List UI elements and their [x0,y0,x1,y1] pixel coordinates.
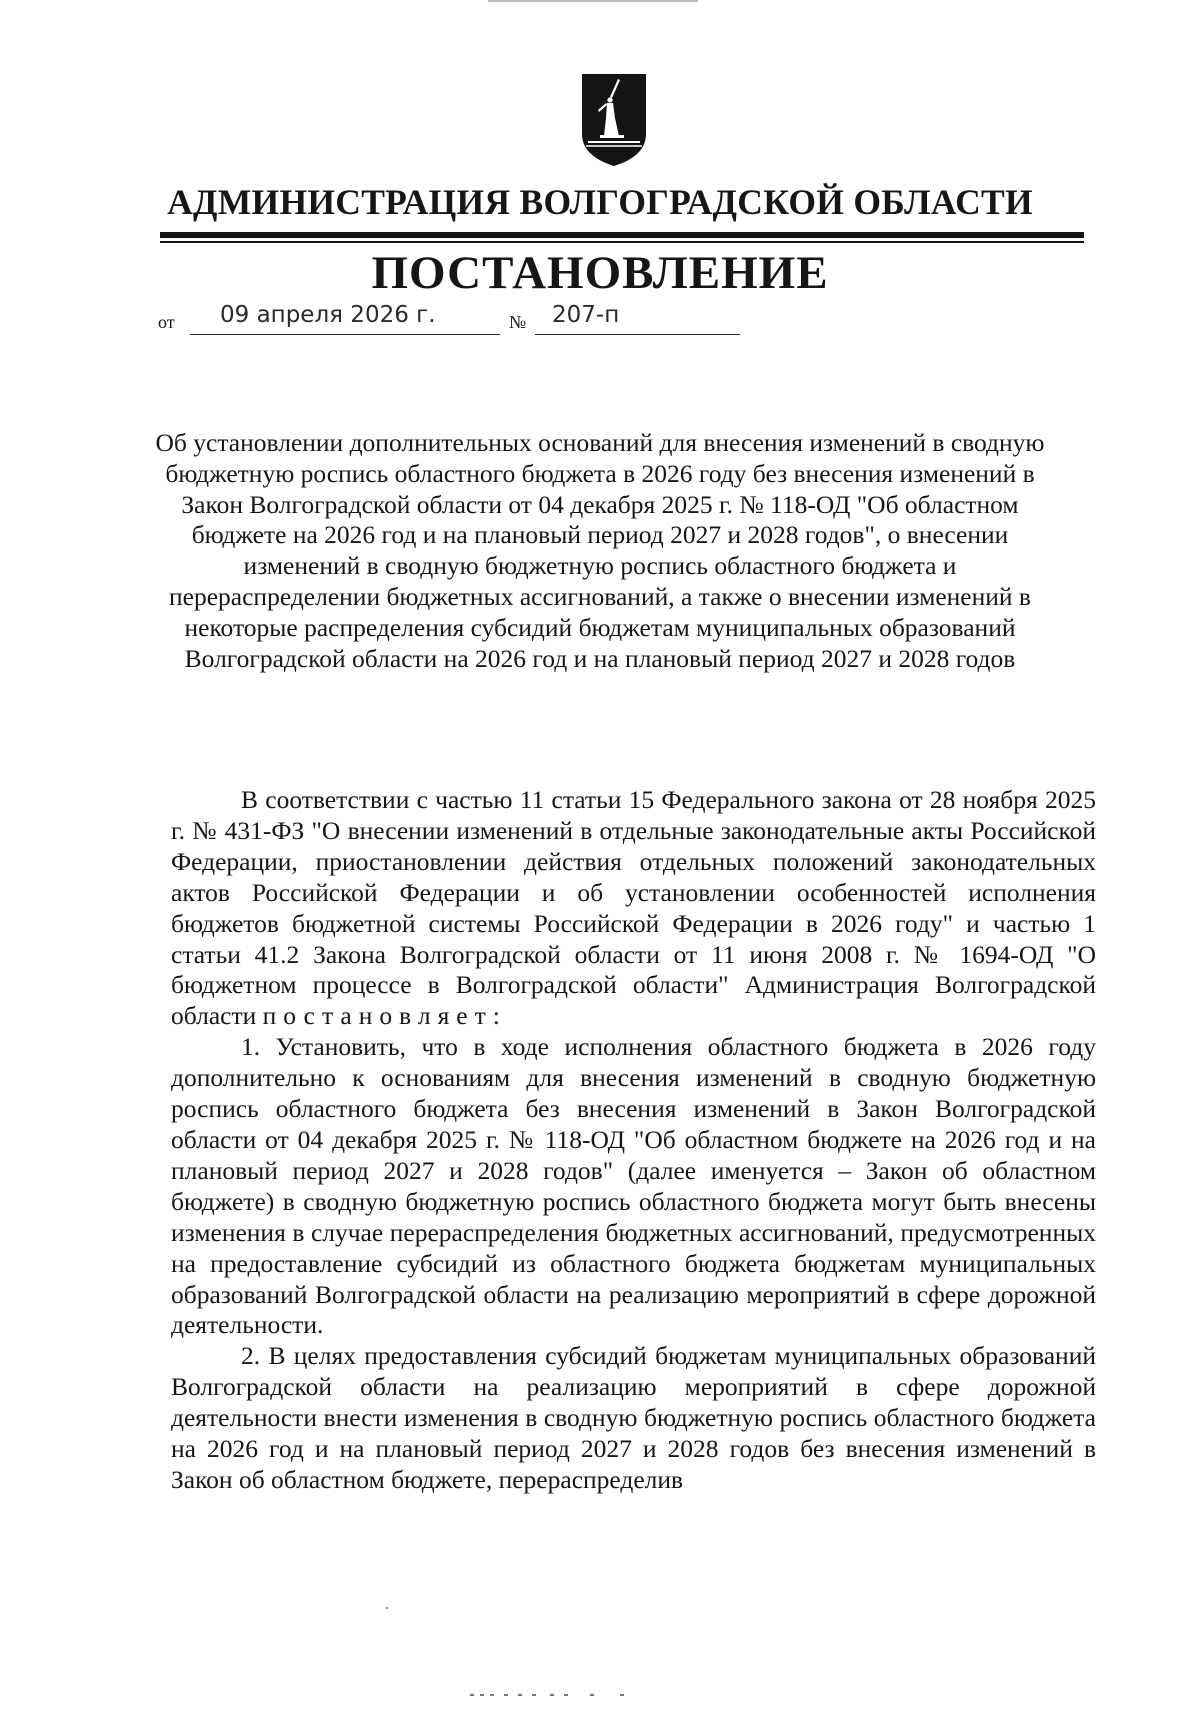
document-type: ПОСТАНОВЛЕНИЕ [371,247,829,299]
clause-2: 2. В целях предоставления субсидий бюджетам муниципальных образований Волгоградской области на реализацию мероприятий в сфере дорожной деятельности внести изменения в сводную бюджетную роспись областного бюджета на 2026 год и на плановый период 2027 и 2028 годов без внесения изменений в Закон об областном бюджете, перераспределив [171,1341,1096,1494]
scan-artifact [386,1607,388,1609]
date-value: 09 апреля 2026 г. [220,302,436,328]
resolves-word: постановляет: [262,1001,507,1031]
header-rule-thin [160,241,1084,243]
volgograd-coat-of-arms-icon [580,72,648,168]
document-title: Об установлении дополнительных оснований для внесения изменений в сводную бюджетную роспись областного бюджета в 2026 году без внесения изменений в Закон Волгоградской области от 04 декабря 2025 г. № 118-ОД "Об областном бюджете на 2026 год и на плановый период 2027 и 2028 годов", о внесении изменений в сводную бюджетную роспись областного бюджета и перераспределении бюджетных ассигнований, а также о внесении изменений в некоторые распределения субсидий бюджетам муниципальных образований Волгоградской области на 2026 год и на плановый период 2027 и 2028 годов [155,428,1045,673]
scan-artifact [488,0,698,2]
header-rule-thick [160,232,1084,238]
document-body [171,785,1096,1496]
number-label: № [509,312,527,332]
number-underline [535,334,740,335]
clause-1: 1. Установить, что в ходе исполнения областного бюджета в 2026 году дополнительно к основаниям для внесения изменений в сводную бюджетную роспись областного бюджета без внесения изменений в Закон Волгоградской области от 04 декабря 2025 г. № 118-ОД "Об областном бюджете на 2026 год и на плановый период 2027 и 2028 годов" (далее именуется – Закон об областном бюджете) в сводную бюджетную роспись областного бюджета могут быть внесены изменения в случае перераспределения бюджетных ассигнований, предусмотренных на предоставление субсидий из областного бюджета бюджетам муниципальных образований Волгоградской области на реализацию мероприятий в сфере дорожной деятельности. [171,1032,1096,1340]
preamble-paragraph [171,785,1096,1032]
scan-artifact [470,1694,630,1698]
date-underline [190,334,500,335]
organization-name: АДМИНИСТРАЦИЯ ВОЛГОГРАДСКОЙ ОБЛАСТИ [167,182,1033,222]
number-value: 207-п [552,302,620,328]
date-label: от [158,312,175,332]
preamble-text: В соответствии с частью 11 статьи 15 Федерального закона от 28 ноября 2025 г. № 431-ФЗ "О внесении изменений в отдельные законодательные акты Российской Федерации, приостановлении действия отдельных положений законодательных актов Российской Федерации и об установлении особенностей исполнения бюджетов бюджетной системы Российской Федерации в 2026 году" и частью 1 статьи 41.2 Закона Волгоградской области от 11 июня 2008 г. № 1694-ОД "О бюджетном процессе в Волгоградской области" Администрация Волгоградской области [171,785,1096,1031]
